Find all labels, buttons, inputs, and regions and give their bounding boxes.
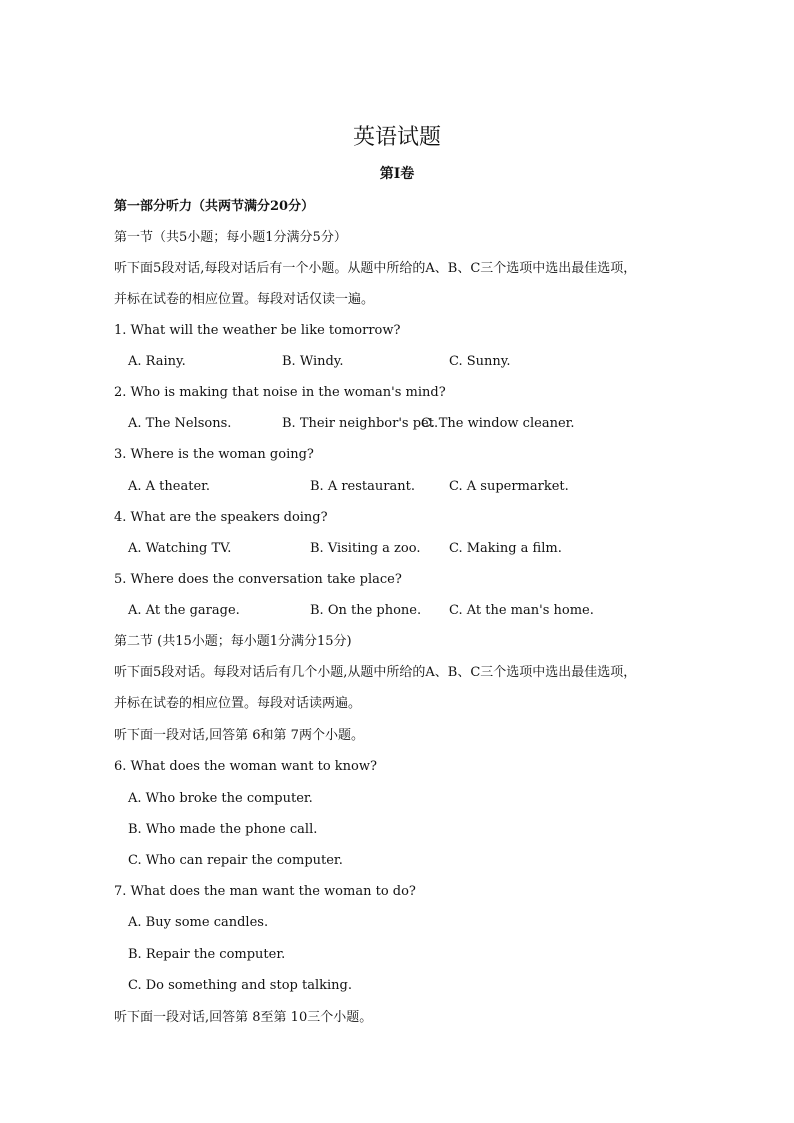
section2-instruction-line2: 并标在试卷的相应位置。每段对话读两遍。 [114,696,362,711]
question-2-option-c: C. The window cleaner. [421,416,575,431]
question-2-stem: 2. Who is making that noise in the woman's mind? [114,385,446,400]
question-6-option-c: C. Who can repair the computer. [128,853,343,868]
question-3-option-a: A. A theater. [128,479,211,494]
group2-intro: 听下面一段对话,回答第 8至第 10三个小题。 [114,1010,373,1025]
question-7-option-b: B. Repair the computer. [128,947,286,962]
question-1-stem: 1. What will the weather be like tomorrow? [114,323,401,338]
group1-intro: 听下面一段对话,回答第 6和第 7两个小题。 [114,728,364,743]
question-4-option-a: A. Watching TV. [128,541,232,556]
section1-heading: 第一节（共5小题；每小题1分满分5分） [114,230,347,245]
page-title: 英语试题 [352,125,441,150]
question-5-option-c: C. At the man's home. [449,603,594,618]
question-5-stem: 5. Where does the conversation take place? [114,572,402,587]
section1-instruction-line2: 并标在试卷的相应位置。每段对话仅读一遍。 [114,292,375,307]
question-2-option-a: A. The Nelsons. [128,416,232,431]
question-3-option-c: C. A supermarket. [449,479,569,494]
question-1-option-b: B. Windy. [282,354,344,369]
section2-heading: 第二节 (共15小题；每小题1分满分15分) [114,634,352,649]
section2-instruction-line1: 听下面5段对话。每段对话后有几个小题,从题中所给的A、B、C三个选项中选出最佳选项， [114,665,637,680]
question-7-option-c: C. Do something and stop talking. [128,978,352,993]
volume-label: 第I卷 [379,166,415,182]
question-4-stem: 4. What are the speakers doing? [114,510,328,525]
section1-instruction-line1: 听下面5段对话,每段对话后有一个小题。从题中所给的A、B、C三个选项中选出最佳选项， [114,261,637,276]
question-5-option-a: A. At the garage. [128,603,240,618]
question-3-option-b: B. A restaurant. [310,479,415,494]
question-5-option-b: B. On the phone. [310,603,422,618]
question-4-option-b: B. Visiting a zoo. [310,541,421,556]
question-1-option-a: A. Rainy. [128,354,186,369]
part1-heading: 第一部分听力（共两节满分20分） [114,199,315,214]
question-3-stem: 3. Where is the woman going? [114,447,314,462]
question-7-stem: 7. What does the man want the woman to do? [114,884,416,899]
question-6-option-a: A. Who broke the computer. [128,791,313,806]
question-2-option-b: B. Their neighbor's pet. [282,416,439,431]
question-7-option-a: A. Buy some candles. [128,915,269,930]
question-1-option-c: C. Sunny. [449,354,511,369]
question-4-option-c: C. Making a film. [449,541,562,556]
question-6-option-b: B. Who made the phone call. [128,822,318,837]
question-6-stem: 6. What does the woman want to know? [114,759,377,774]
